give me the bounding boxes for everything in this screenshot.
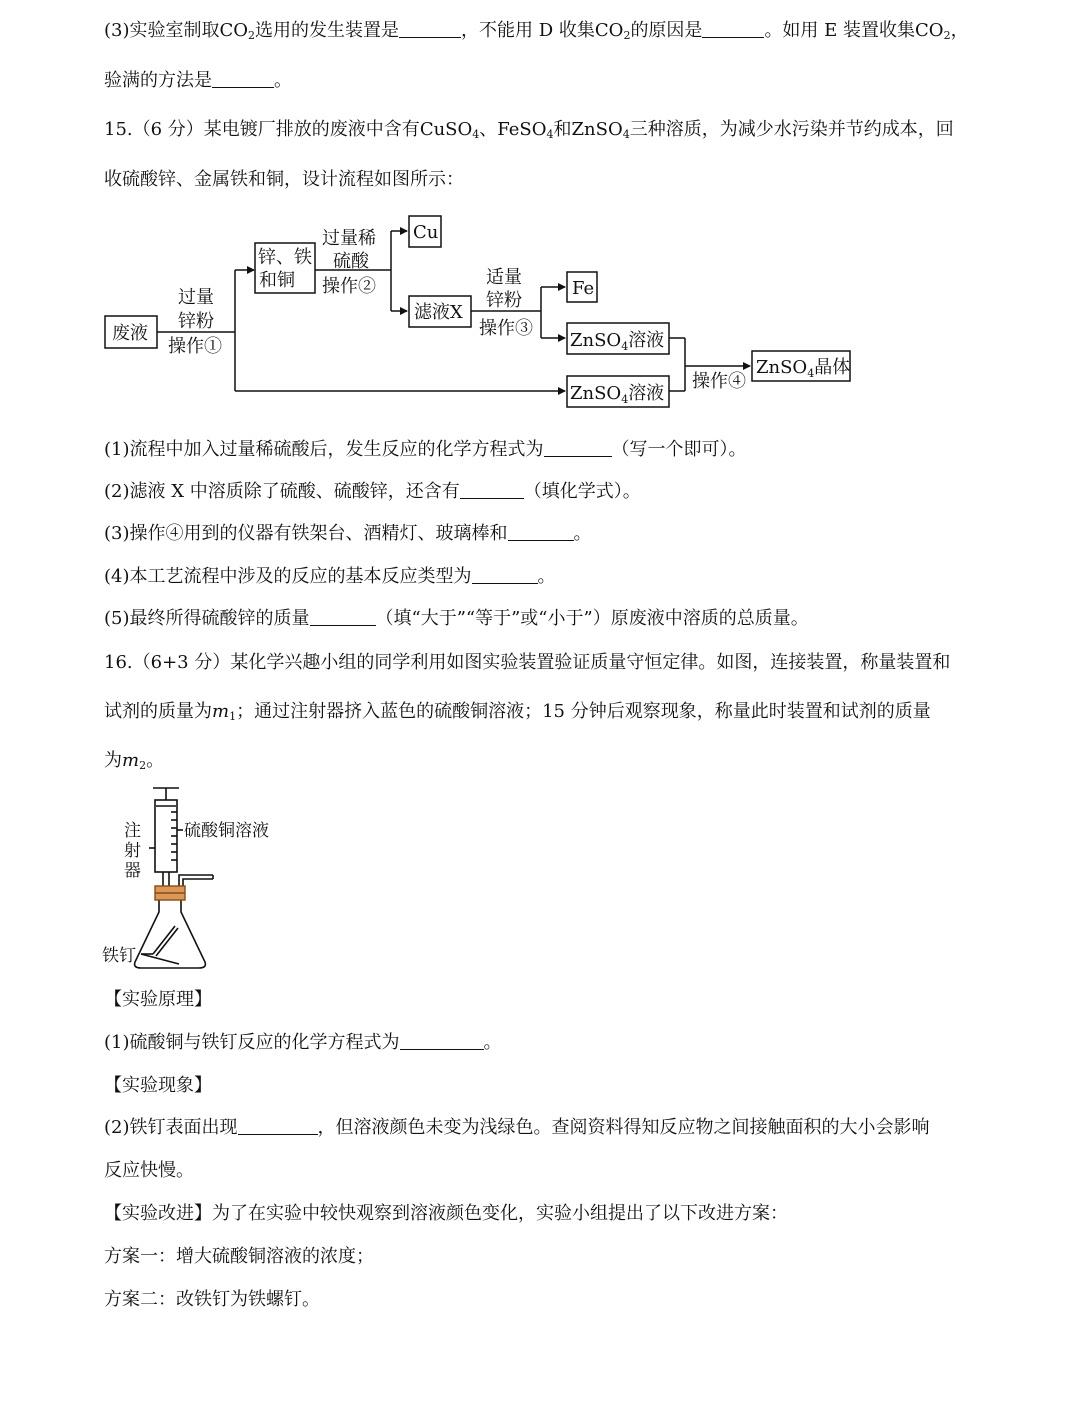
improvement-heading: 【实验改进】为了在实验中较快观察到溶液颜色变化，实验小组提出了以下改进方案： — [104, 1203, 788, 1224]
cuso4-solution-label: 硫酸铜溶液 — [184, 821, 269, 841]
answer-blank[interactable] — [508, 522, 574, 541]
q15-sub-4: (4)本工艺流程中涉及的反应的基本反应类型为 。 — [104, 566, 556, 587]
q16-line-1: 16.（6+3 分）某化学兴趣小组的同学利用如图实验装置验证质量守恒定律。如图，连接装置，称量装置和 — [104, 652, 951, 673]
q15-line-2: 收硫酸锌、金属铁和铜，设计流程如图所示： — [104, 169, 464, 190]
flow-fe: Fe — [572, 278, 595, 299]
flow-filtrate: 滤液X — [414, 302, 463, 323]
syringe-label-1: 注 — [124, 821, 141, 841]
answer-blank[interactable] — [400, 1031, 484, 1050]
flow-znso4-solution-2: ZnSO$_4$溶液 — [570, 383, 665, 406]
iron-nail-label: 铁钉 — [102, 946, 136, 966]
answer-blank[interactable] — [310, 607, 376, 626]
flow-zinc-excess-1: 过量 — [178, 287, 214, 308]
flow-metals-2: 和铜 — [259, 270, 295, 291]
answer-blank[interactable] — [460, 480, 524, 499]
q14-line-1: (3)实验室制取$CO_2$选用的发生装置是 ，不能用 D 收集$CO_2$的原因是 。如用 E 装置收集$CO_2$， — [104, 20, 969, 42]
q16-line-2: 试剂的质量为$m_1$；通过注射器挤入蓝色的硫酸铜溶液；15 分钟后观察现象，称量此时装置和试剂的质量 — [104, 701, 931, 723]
flow-zinc-moderate-1: 适量 — [486, 267, 522, 288]
q15-sub-1: (1)流程中加入过量稀硫酸后，发生反应的化学方程式为 （写一个即可）。 — [104, 439, 747, 460]
q15-sub-5: (5)最终所得硫酸锌的质量 （填“大于”“等于”或“小于”）原废液中溶质的总质量。 — [104, 608, 809, 629]
flow-acid-2: 硫酸 — [333, 251, 369, 272]
flow-cu: Cu — [413, 222, 439, 243]
process-flow-diagram — [0, 200, 900, 415]
principle-heading: 【实验原理】 — [104, 989, 212, 1010]
answer-blank[interactable] — [399, 19, 461, 38]
plan-two: 方案二：改铁钉为铁螺钉。 — [104, 1289, 320, 1310]
flow-zinc-excess-2: 锌粉 — [178, 311, 214, 332]
flow-crystal: ZnSO$_4$晶体 — [756, 357, 851, 380]
answer-blank[interactable] — [212, 69, 274, 88]
flow-op1: 操作① — [168, 336, 222, 357]
syringe-label-3: 器 — [124, 861, 141, 881]
flow-acid-1: 过量稀 — [322, 228, 376, 249]
q15-sub-2: (2)滤液 X 中溶质除了硫酸、硫酸锌，还含有 （填化学式）。 — [104, 481, 641, 502]
flow-waste: 废液 — [112, 323, 148, 344]
apparatus-figure — [95, 782, 295, 974]
q16-sub-1: (1)硫酸铜与铁钉反应的化学方程式为 。 — [104, 1032, 502, 1053]
flow-op3: 操作③ — [479, 318, 533, 339]
phenomenon-heading: 【实验现象】 — [104, 1075, 212, 1096]
flow-zinc-moderate-2: 锌粉 — [486, 290, 522, 311]
q16-line-3: 为$m_2$。 — [104, 750, 165, 772]
flow-op2: 操作② — [322, 276, 376, 297]
q15-line-1: 15.（6 分）某电镀厂排放的废液中含有CuSO$_4$、FeSO$_4$和ZnSO$_4$三种溶质，为减少水污染并节约成本，回 — [104, 119, 954, 141]
answer-blank[interactable] — [472, 565, 538, 584]
q16-sub-2: (2)铁钉表面出现 ，但溶液颜色未变为浅绿色。查阅资料得知反应物之间接触面积的大小会影响 — [104, 1117, 930, 1138]
answer-blank[interactable] — [702, 19, 764, 38]
flow-metals-1: 锌、铁 — [258, 247, 312, 268]
q14-line-2: 验满的方法是 。 — [104, 70, 292, 91]
q15-sub-3: (3)操作④用到的仪器有铁架台、酒精灯、玻璃棒和 。 — [104, 523, 592, 544]
plan-one: 方案一：增大硫酸铜溶液的浓度； — [104, 1246, 374, 1267]
q16-sub-2-cont: 反应快慢。 — [104, 1160, 194, 1181]
flow-znso4-solution-1: ZnSO$_4$溶液 — [570, 330, 665, 353]
answer-blank[interactable] — [238, 1116, 318, 1135]
answer-blank[interactable] — [544, 438, 612, 457]
syringe-label-2: 射 — [124, 841, 141, 861]
flow-op4: 操作④ — [692, 371, 746, 392]
